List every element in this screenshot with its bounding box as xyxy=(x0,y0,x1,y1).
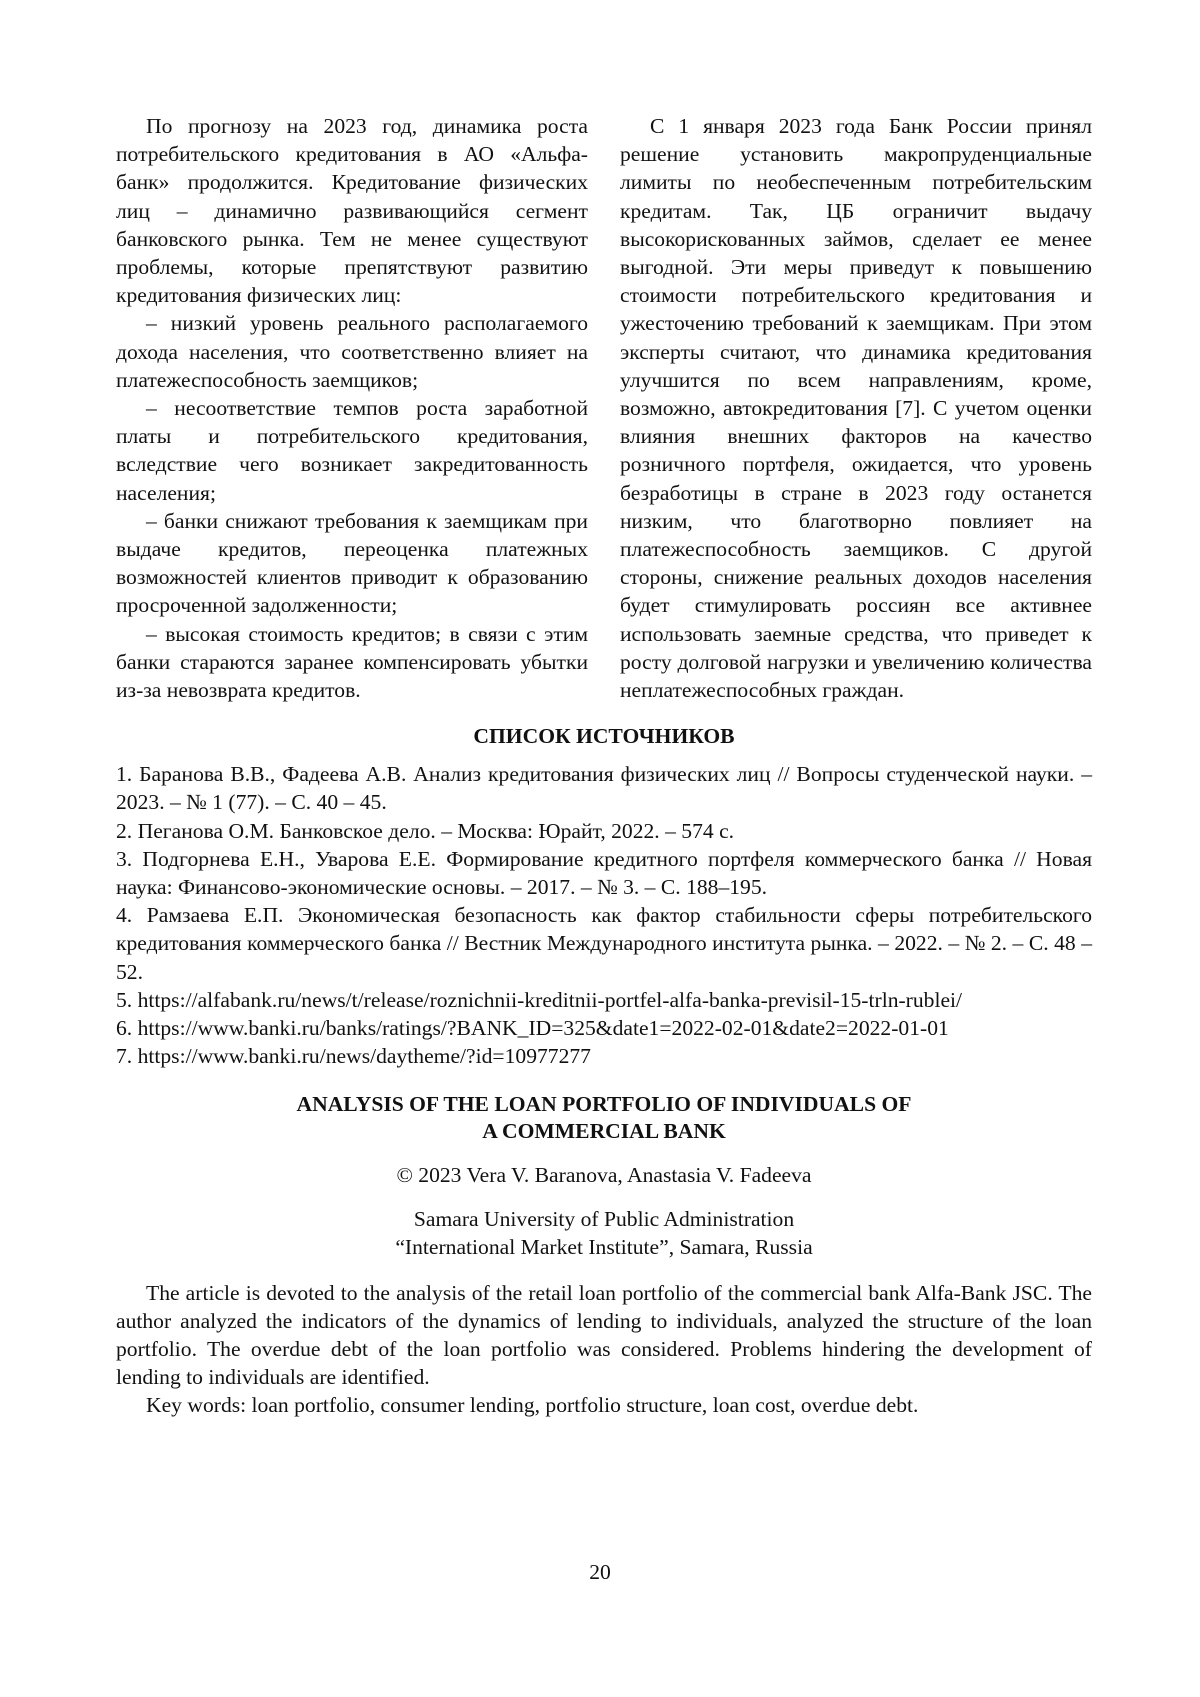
left-list-item-income: – низкий уровень реального располагаемого дохода населения, что соответственно влияет на платежеспособность заемщиков; xyxy=(116,311,588,392)
english-title-line-1: ANALYSIS OF THE LOAN PORTFOLIO OF INDIVIDUALS OF xyxy=(296,1091,912,1116)
english-title xyxy=(116,1091,1092,1145)
abstract-text: The article is devoted to the analysis of the retail loan portfolio of the commercial bank Alfa-Bank JSC. The author analyzed the indicators of the dynamics of lending to individuals, analyzed the structure of the loan portfolio. The overdue debt of the loan portfolio was considered. Problems hindering the development of lending to individuals are identified. xyxy=(116,1280,1092,1389)
reference-item-3: 3. Подгорнева Е.Н., Уварова Е.Е. Формирование кредитного портфеля коммерческого банка // Новая наука: Финансово-экономические основы. – 2017. – № 3. – С. 188–195. xyxy=(116,846,1092,900)
references-list xyxy=(116,760,1092,1070)
reference-item-7: 7. https://www.banki.ru/news/daytheme/?id=10977277 xyxy=(116,1044,591,1069)
reference-item-4: 4. Рамзаева Е.П. Экономическая безопасность как фактор стабильности сферы потребительского кредитования коммерческого банка // Вестник Международного института рынка. – 2022. – № 2. – С. 48 – 52. xyxy=(116,903,1092,984)
left-list-item-wages: – несоответствие темпов роста заработной платы и потребительского кредитования, вследствие чего возникает закредитованность населения; xyxy=(116,396,588,505)
left-list-item-cost: – высокая стоимость кредитов; в связи с этим банки стараются заранее компенсировать убытки из-за невозврата кредитов. xyxy=(116,621,588,703)
reference-item-2: 2. Пеганова О.М. Банковское дело. – Москва: Юрайт, 2022. – 574 с. xyxy=(116,818,735,843)
references-title: СПИСОК ИСТОЧНИКОВ xyxy=(473,724,735,749)
left-paragraph-intro: По прогнозу на 2023 год, динамика роста потребительского кредитования в АО «Альфа-банк» продолжится. Кредитование физических лиц – динамично развивающийся сегмент банковского рынка. Тем не менее существуют проблемы, которые препятствуют развитию кредитования физических лиц: xyxy=(116,114,588,308)
reference-item-1: 1. Баранова В.В., Фадеева А.В. Анализ кредитования физических лиц // Вопросы студенческой науки. – 2023. – № 1 (77). – С. 40 – 45. xyxy=(116,762,1092,815)
right-paragraph: С 1 января 2023 года Банк России принял решение установить макропруденциальные лимиты по необеспеченным потребительским кредитам. Так, ЦБ ограничит выдачу высокорискованных займов, сделает ее менее выгодной. Эти меры приведут к повышению стоимости потребительского кредитования и ужесточению требований к заемщикам. При этом эксперты считают, что динамика кредитования улучшится по всем направлениям, кроме, возможно, автокредитования [7]. С учетом оценки влияния внешних факторов на качество розничного портфеля, ожидается, что уровень безработицы в стране в 2023 году останется низким, что благотворно повлияет на платежеспособность заемщиков. С другой стороны, снижение реальных доходов населения будет стимулировать россиян все активнее использовать заемные средства, что приведет к росту долговой нагрузки и увеличению количества неплатежеспособных граждан. xyxy=(620,114,1092,703)
affiliation-line-1: Samara University of Public Administration xyxy=(413,1206,795,1231)
left-list-item-requirements: – банки снижают требования к заемщикам при выдаче кредитов, переоценка платежных возможностей клиентов приводит к образованию просроченной задолженности; xyxy=(116,508,588,618)
left-column xyxy=(116,112,588,704)
page-number: 20 xyxy=(589,1560,611,1584)
reference-item-6: 6. https://www.banki.ru/banks/ratings/?BANK_ID=325&date1=2022-02-01&date2=2022-01-01 xyxy=(116,1016,949,1041)
english-title-line-2: A COMMERCIAL BANK xyxy=(482,1118,726,1143)
page-content xyxy=(116,112,1092,1419)
abstract xyxy=(116,1279,1092,1419)
right-column xyxy=(620,112,1092,704)
affiliation-line-2: “International Market Institute”, Samara, Russia xyxy=(395,1234,813,1259)
keywords: Key words: loan portfolio, consumer lending, portfolio structure, loan cost, overdue debt. xyxy=(146,1392,919,1417)
reference-item-5: 5. https://alfabank.ru/news/t/release/roznichnii-kreditnii-portfel-alfa-banka-previsil-15-trln-rublei/ xyxy=(116,987,963,1012)
copyright-authors: © 2023 Vera V. Baranova, Anastasia V. Fadeeva xyxy=(396,1162,812,1187)
two-column-body xyxy=(116,112,1092,704)
affiliation xyxy=(116,1205,1092,1261)
